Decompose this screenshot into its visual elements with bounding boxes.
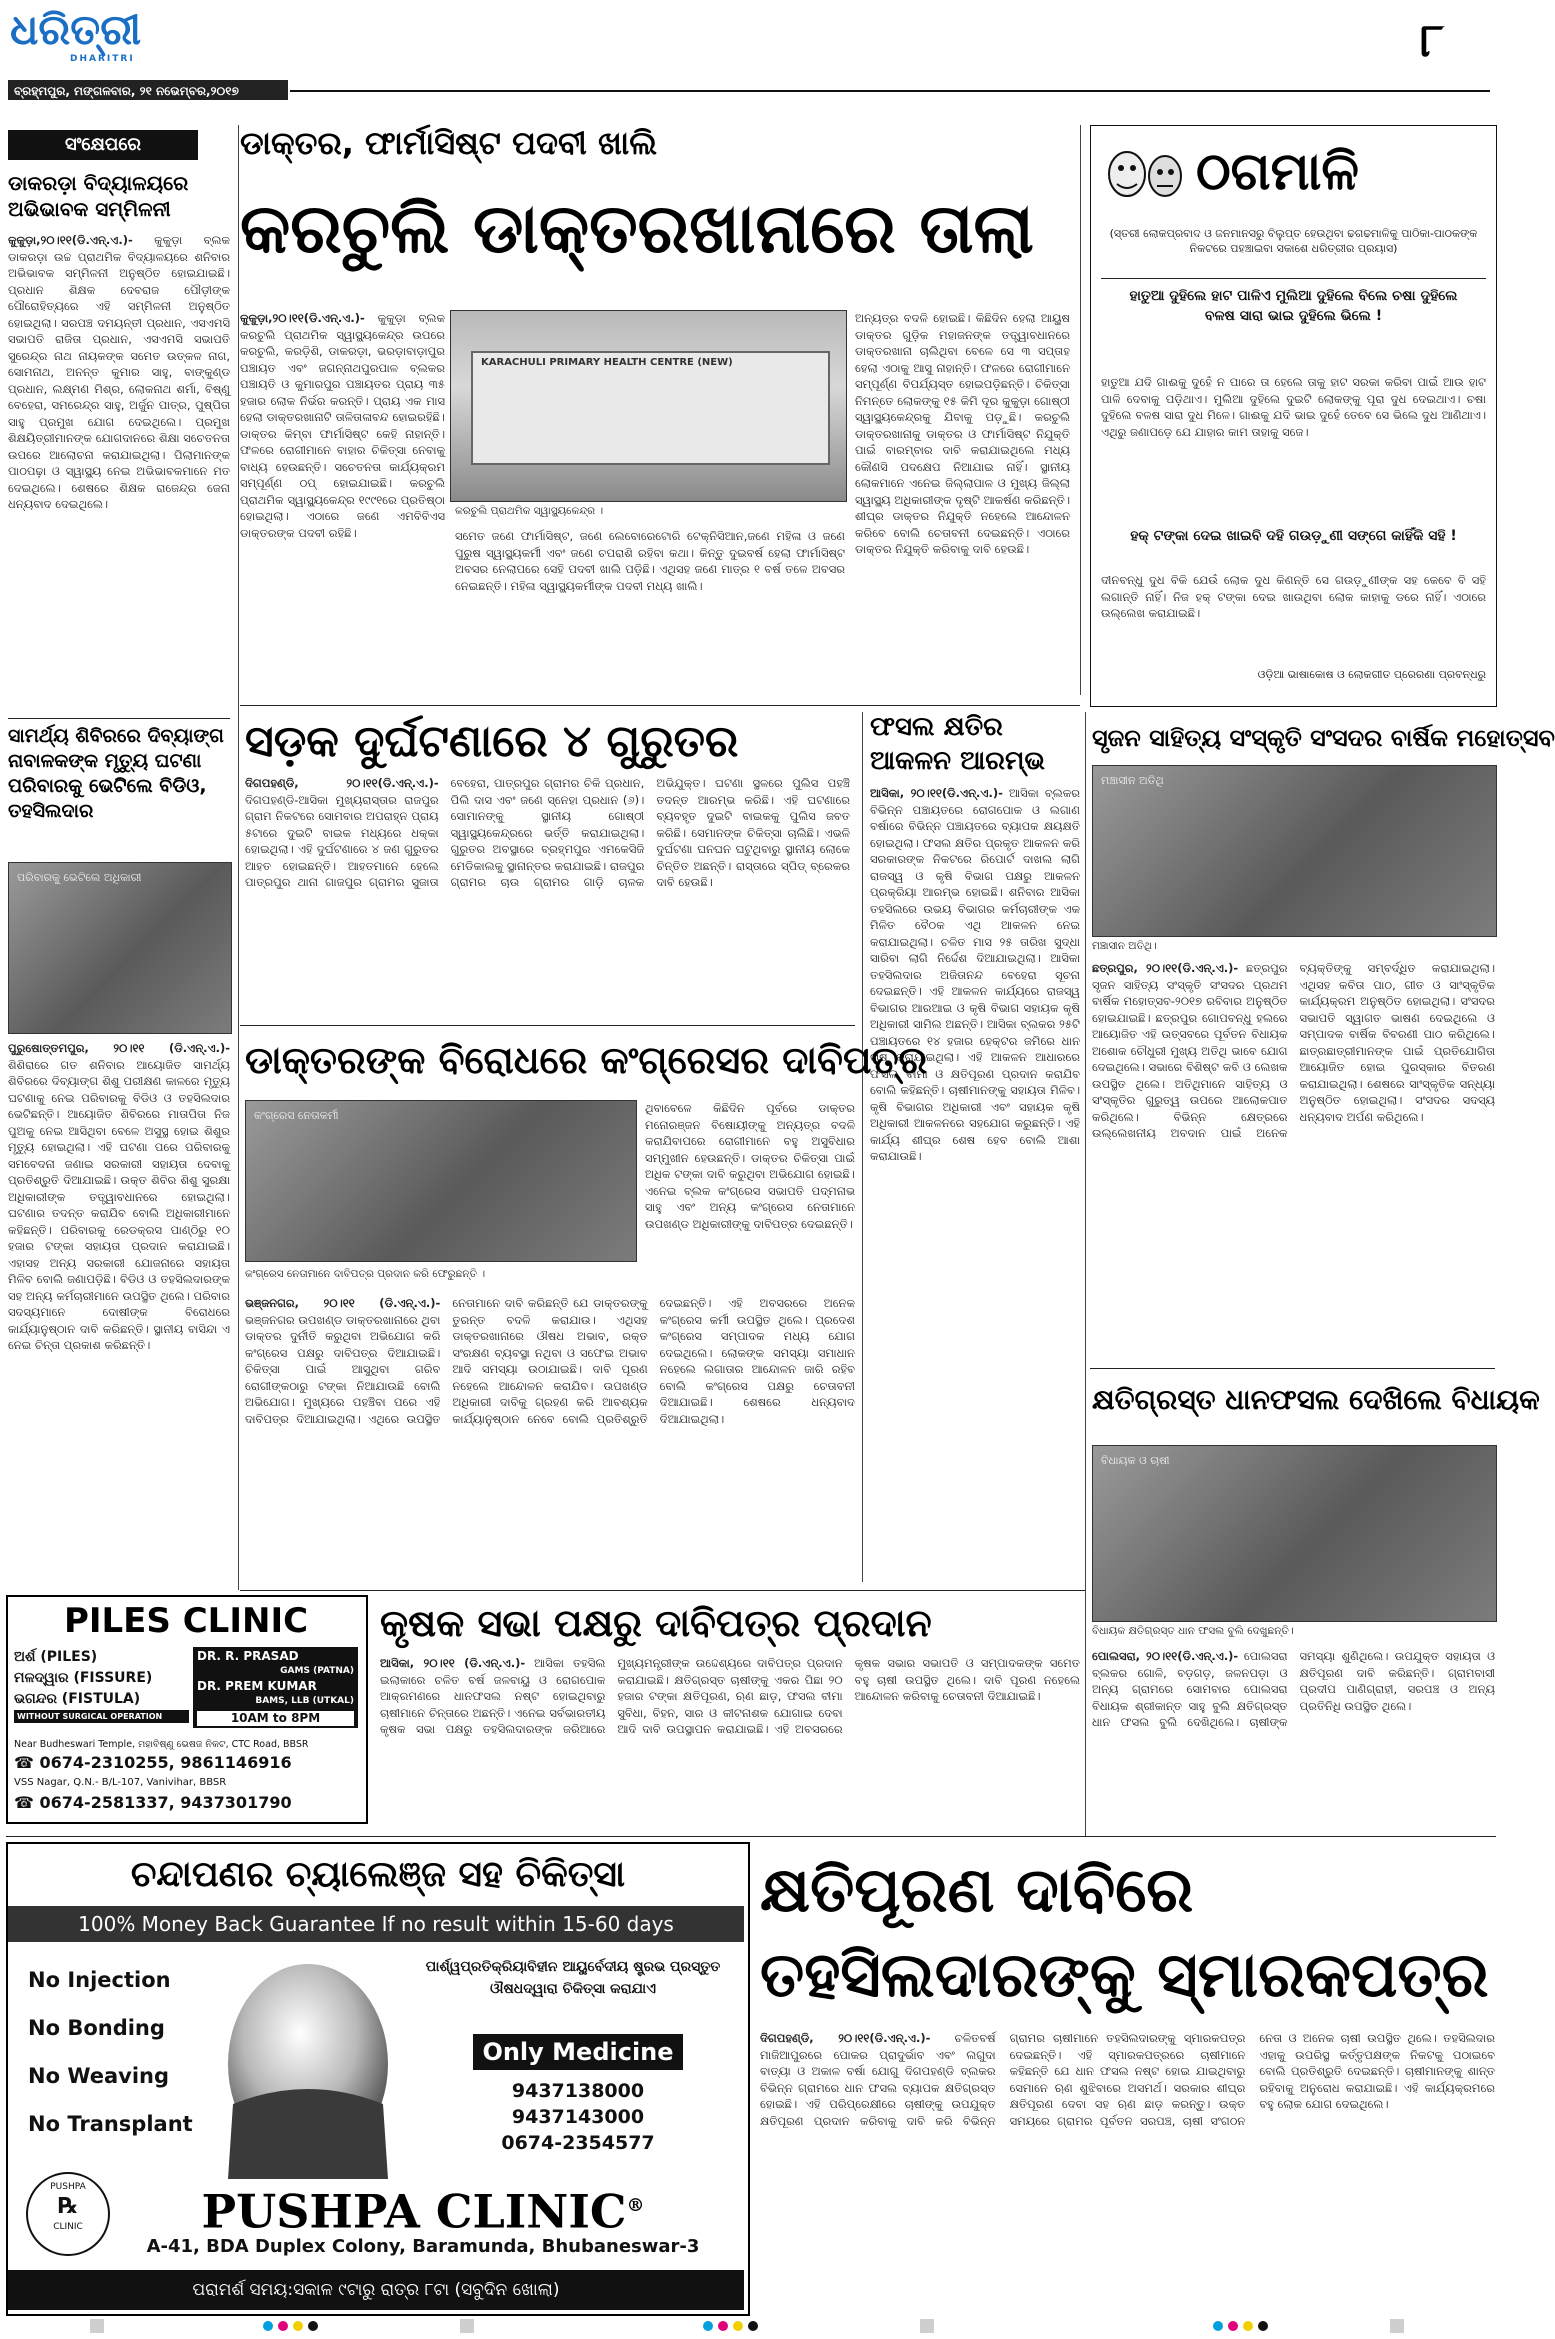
magenta-dot-2 — [718, 2321, 728, 2331]
crop-headline: ଫସଲ କ୍ଷତିର ଆକଳନ ଆରମ୍ଭ — [870, 712, 1045, 776]
black-dot-1 — [308, 2321, 318, 2331]
mla-text: ପୋଲସରା ବ୍ଲକର ଗୋଳି, ବଡ଼ଗଡ଼, ଜଳନପଡ଼ା ଓ ଅନ୍ୟ ଗ୍ରାମରେ ସୋମବାର ପୋଲସରା ବିଧାୟକ ଶ୍ରୀକାନ୍ତ ସାହୁ ବୁଲି କ୍ଷତିଗ୍ରସ୍ତ ଧାନ ଫସଲ ବୁଲି ଦେଖିଥିଲେ। ଚାଷୀଙ୍କ ସମସ୍ୟା ଶୁଣିଥିଲେ। ଉପଯୁକ୍ତ ସହାୟତା ଓ କ୍ଷତିପୂରଣ ଦାବି କରିଛନ୍ତି। ଗ୍ରାମବାସୀ ପ୍ରଦୀପ ପାଣିଗ୍ରାହୀ, ସରପଞ୍ଚ ଓ ଅନ୍ୟ ପ୍ରତିନିଧି ଉପସ୍ଥିତ ଥିଲେ। — [1092, 1649, 1495, 1729]
krushak-dateline: ଆସିକା, ୨୦।୧୧ (ଡି.ଏନ୍.ଏ.)- — [380, 1656, 526, 1670]
srujan-text: ଛତ୍ରପୁର ସୃଜନ ସାହିତ୍ୟ ସଂସ୍କୃତି ସଂସଦର ପ୍ରଥମ ବାର୍ଷିକ ମହୋତ୍ସବ-୨୦୧୭ ରବିବାର ଅନୁଷ୍ଠିତ ହୋଇଯାଇଛି। ଛତ୍ରପୁର ଗୋପବନ୍ଧୁ ହଲରେ ଆୟୋଜିତ ଏହି ଉତ୍ସବରେ ପୂର୍ବତନ ବିଧାୟକ ଅଶୋକ ଚୌଧୁରୀ ମୁଖ୍ୟ ଅତିଥି ଭାବେ ଯୋଗ ଦେଇଥିଲେ। ସଭାରେ ବିଶିଷ୍ଟ କବି ଓ ଲେଖକ ଉପସ୍ଥିତ ଥିଲେ। ଅତିଥିମାନେ ସାହିତ୍ୟ ଓ ସଂସ୍କୃତିର ଗୁରୁତ୍ୱ ଉପରେ ଆଲୋକପାତ କରିଥିଲେ। ବିଭିନ୍ନ କ୍ଷେତ୍ରରେ ଉଲ୍ଲେଖନୀୟ ଅବଦାନ ପାଇଁ ଅନେକ ବ୍ୟକ୍ତିଙ୍କୁ ସମ୍ବର୍ଦ୍ଧିତ କରାଯାଇଥିଲା। ଏଥିସହ କବିତା ପାଠ, ଗୀତ ଓ ସାଂସ୍କୃତିକ କାର୍ଯ୍ୟକ୍ରମ ଅନୁଷ୍ଠିତ ହୋଇଥିଲା। ସଂସଦର ସଭାପତି ସ୍ୱାଗତ ଭାଷଣ ଦେଇଥିଲେ ଓ ସମ୍ପାଦକ ବାର୍ଷିକ ବିବରଣୀ ପାଠ କରିଥିଲେ। ଛାତ୍ରଛାତ୍ରୀମାନଙ୍କ ପାଇଁ ପ୍ରତିଯୋଗିତା ଆୟୋଜିତ ହୋଇ ପୁରସ୍କାର ବିତରଣ କରାଯାଇଥିଲା। ଶେଷରେ ସାଂସ୍କୃତିକ ସନ୍ଧ୍ୟା ଅନୁଷ୍ଠିତ ହୋଇଥିଲା। ସଂସଦର ସଦସ୍ୟ ଧନ୍ୟବାଦ ଅର୍ପଣ କରିଥିଲେ। — [1092, 961, 1495, 1140]
crop-body — [870, 785, 1080, 1585]
piles-phone-2 — [14, 1793, 358, 1812]
accident-dateline: ଦିଗପହଣ୍ଡି, ୨୦।୧୧(ଡି.ଏନ୍.ଏ.)- — [245, 776, 439, 790]
accident-text: ଦିଗପହଣ୍ଡି-ଆସିକା ମୁଖ୍ୟରାସ୍ତାର ରାଜପୁର ଗ୍ରାମ ନିକଟରେ ସୋମବାର ଅପରାହ୍ନ ପ୍ରାୟ ୫ଟାରେ ଦୁଇଟି ବାଇକ ମଧ୍ୟରେ ଧକ୍କା ହୋଇଥିଲା। ଏହି ଦୁର୍ଘଟଣାରେ ୪ ଜଣ ଗୁରୁତର ଆହତ ହୋଇଛନ୍ତି। ଆହତମାନେ ହେଲେ ପାତ୍ରପୁର ଥାନା ଗାଜପୁର ଗ୍ରାମର ସୁଜାତା ବେହେରା, ପାତ୍ରପୁର ଗ୍ରାମର ଚିକି ପ୍ରଧାନ, ପିଲି ଦାସ ଏବଂ ଜଣେ ସ୍ନେହା ପ୍ରଧାନ (୬)। ସୋମାନଙ୍କୁ ସ୍ଥାନୀୟ ଗୋଷ୍ଠୀ ସ୍ୱାସ୍ଥ୍ୟକେନ୍ଦ୍ରରେ ଭର୍ତ୍ତି କରାଯାଇଥିଲା। ଗୁରୁତର ଅବସ୍ଥାରେ ବ୍ରହ୍ମପୁର ଏମକେସିଜି ମେଡିକାଲକୁ ସ୍ଥାନାନ୍ତର କରାଯାଇଛି। ରାଜପୁର ଗ୍ରାମର ଚାଉ ଗ୍ରାମର ଗାଡ଼ି ଚାଳକ ଅଭିଯୁକ୍ତ। ଘଟଣା ସ୍ଥଳରେ ପୁଲିସ ପହଞ୍ଚି ତଦନ୍ତ ଆରମ୍ଭ କରିଛି। ଏହି ଘଟଣାରେ ବ୍ୟବହୃତ ଦୁଇଟି ବାଇକକୁ ପୁଲିସ ଜବତ କରିଛି। ସେମାନଙ୍କ ଚିକିତ୍ସା ଚାଲିଛି। ଏଭଳି ଦୁର୍ଘଟଣା ଘନଘନ ଘଟୁଥିବାରୁ ସ୍ଥାନୀୟ ଲୋକେ ଚିନ୍ତିତ ଅଛନ୍ତି। ରାସ୍ତାରେ ସ୍ପିଡ୍ ବ୍ରେକର ଦାବି ହେଉଛି। — [245, 776, 850, 889]
mla-dateline: ପୋଲସରା, ୨୦।୧୧(ଡି.ଏନ୍.ଏ.)- — [1092, 1649, 1239, 1663]
piles-cond-3: ଭଗନ୍ଦର (FISTULA) — [14, 1691, 141, 1707]
piles-dr1-deg: GAMS (PATNA) — [280, 1666, 354, 1676]
gray-bar-2 — [460, 2319, 474, 2333]
krushak-body — [380, 1655, 1080, 1820]
mla-headline: କ୍ଷତିଗ୍ରସ୍ତ ଧାନଫସଲ ଦେଖିଲେ ବିଧାୟକ — [1092, 1383, 1540, 1416]
piles-dr2: DR. PREM KUMAR — [197, 1679, 317, 1693]
lead-photo-sign: KARACHULI PRIMARY HEALTH CENTRE (NEW) — [481, 357, 733, 368]
ad-piles-clinic — [6, 1595, 368, 1824]
piles-cond-2: ମଳଦ୍ୱାର (FISSURE) — [14, 1670, 153, 1686]
black-dot-2 — [748, 2321, 758, 2331]
brief1-title: ଡାକରଡ଼ା ବିଦ୍ୟାଳୟରେ ଅଭିଭାବକ ସମ୍ମିଳନୀ — [8, 171, 189, 221]
page-number: ୮ — [1420, 13, 1445, 67]
pushpa-seal-icon — [26, 2172, 110, 2256]
black-dot-3 — [1258, 2321, 1268, 2331]
accident-body — [245, 775, 850, 1020]
tahasildar-text: ଚଳିତବର୍ଷ ମାଜିଆପୁରରେ ପୋକର ପ୍ରାଦୁର୍ଭାବ ଏବଂ ଲଗୁଦା ବାତ୍ୟା ଓ ଅକାଳ ବର୍ଷା ଯୋଗୁ ଦିଗପହଣ୍ଡି ବ୍ଲକର ବିଭିନ୍ନ ଗ୍ରାମରେ ଧାନ ଫସଲ ବ୍ୟାପକ କ୍ଷତିଗ୍ରସ୍ତ ହୋଇଛି। ଏହି ପରିପ୍ରେକ୍ଷୀରେ ଚାଷୀଙ୍କୁ ଉପଯୁକ୍ତ କ୍ଷତିପୂରଣ ପ୍ରଦାନ କରିବାକୁ ଦାବି କରି ବିଭିନ୍ନ ଗ୍ରାମର ଚାଷୀମାନେ ତହସିଲଦାରଙ୍କୁ ସ୍ମାରକପତ୍ର ଦେଇଛନ୍ତି। ଏହି ସ୍ମାରକପତ୍ରରେ ଚାଷୀମାନେ କହିଛନ୍ତି ଯେ ଧାନ ଫସଲ ନଷ୍ଟ ହୋଇ ଯାଇଥିବାରୁ ସେମାନେ ଋଣ ଶୁଝିବାରେ ଅସମର୍ଥ। ସରକାର ଶୀଘ୍ର କ୍ଷତିପୂରଣ ଦେବା ସହ ଋଣ ଛାଡ଼ କରନ୍ତୁ। ଉକ୍ତ ସମୟରେ ଗ୍ରାମର ପୂର୍ବତନ ସରପଞ୍ଚ, ଚାଷୀ ସଂଗଠନ ନେତା ଓ ଅନେକ ଚାଷୀ ଉପସ୍ଥିତ ଥିଲେ। ତହସିଲଦାର ଏହାକୁ ଉପରିସ୍ଥ କର୍ତ୍ତୃପକ୍ଷଙ୍କ ନିକଟକୁ ପଠାଇବେ ବୋଲି ପ୍ରତିଶ୍ରୁତି ଦେଇଛନ୍ତି। ଚାଷୀମାନଙ୍କୁ ଶାନ୍ତ ରହିବାକୁ ଅନୁରୋଧ କରାଯାଇଛି। ଏହି କାର୍ଯ୍ୟକ୍ରମରେ ବହୁ ଲୋକ ଯୋଗ ଦେଇଥିଲେ। — [760, 2031, 1495, 2128]
lead-right-divider — [1080, 125, 1081, 695]
logo-odia: ଧରିତ୍ରୀ — [10, 5, 142, 54]
print-marks — [0, 2315, 1500, 2335]
pushpa-no-bonding: No Bonding — [28, 2016, 165, 2040]
lead-headline: କରଚୁଲି ଡାକ୍ତରଖାନାରେ ତାଲା — [240, 190, 1034, 269]
thagamali-couplet1: ହାତୁଆ ଦୁହିଲେ ହାଟ ପାଳିଏ ମୁଲିଆ ଦୁହିଲେ ବିଲେ ଚଷା ଦୁହିଲେ ବଳଷ ସାରା ଭାଇ ଦୁହିଲେ ଭିଲେ ! — [1129, 288, 1458, 324]
middle-bottom-rule — [6, 1836, 1496, 1837]
pushpa-clinic-name-text: PUSHPA CLINIC — [201, 2184, 627, 2239]
crop-dateline: ଆସିକା, ୨୦।୧୧(ଡି.ଏନ୍.ଏ.)- — [870, 786, 1003, 800]
thagamali-subtitle: (ସ୍ତରୀ ଲୋକପ୍ରବାଦ ଓ ଜନମାନସରୁ ବିଲୁପ୍ତ ହେଉଥିବା ଢଗଢମାଳିକୁ ପାଠିକା-ପାଠକଙ୍କ ନିକଟରେ ପହଞ୍ଚାଇବା ସକାଶେ ଧରିତ୍ରୀର ପ୍ରୟାସ) — [1109, 227, 1478, 255]
congress-body — [245, 1295, 855, 1585]
piles-address-2: VSS Nagar, Q.N.- B/L-107, Vanivihar, BBSR — [14, 1777, 227, 1788]
gray-bar-4 — [1390, 2319, 1404, 2333]
thagamali-rule — [1101, 278, 1486, 279]
pushpa-phone-2: 9437143000 — [511, 2106, 645, 2128]
brief2-photo-label: ପରିବାରକୁ ଭେଟିଲେ ଅଧିକାରୀ — [17, 871, 142, 884]
srujan-headline: ସୃଜନ ସାହିତ୍ୟ ସଂସ୍କୃତି ସଂସଦର ବାର୍ଷିକ ମହୋତ୍ସବ — [1092, 724, 1555, 752]
brief2-dateline: ପୁରୁଷୋତ୍ତମପୁର, ୨୦।୧୧ (ଡି.ଏନ୍.ଏ.)- — [8, 1041, 230, 1055]
tahasildar-headline-2: ତହସିଲଦାରଙ୍କୁ ସ୍ମାରକପତ୍ର — [760, 1938, 1489, 2011]
congress-headline: ଡାକ୍ତରଙ୍କ ବିରୋଧରେ କଂଗ୍ରେସର ଦାବିପତ୍ର — [245, 1038, 928, 1082]
srujan-photo-label: ମଞ୍ଚାସୀନ ଅତିଥି — [1101, 774, 1164, 787]
piles-time: 10AM to 8PM — [197, 1711, 354, 1726]
lead-photo-caption: କରଚୁଲି ପ୍ରାଥମିକ ସ୍ୱାସ୍ଥ୍ୟକେନ୍ଦ୍ର । — [455, 505, 604, 517]
pushpa-address: A-41, BDA Duplex Colony, Baramunda, Bhubaneswar-3 — [146, 2236, 700, 2257]
mla-body — [1092, 1648, 1495, 1833]
piles-phone-2-text: 0674-2581337, 9437301790 — [39, 1793, 292, 1812]
registered-icon: ® — [626, 2195, 645, 2216]
thagamali-body2: ଦୀନବନ୍ଧୁ ଦୁଧ ବିକି ଯେଉଁ ଲୋକ ଦୁଧ କିଣନ୍ତି ସେ ଗଉଡ଼ୁଣୀଙ୍କ ସହ କେବେ ବି ସହି ଲଗାନ୍ତି ନାହିଁ। ନିଜ ହକ୍ ଟଙ୍କା ଦେଇ ଖାଉଥିବା ଲୋକ କାହାକୁ ଡରେ ନାହିଁ। ଏଠାରେ ଉଲ୍ଲେଖ କରାଯାଇଛି। — [1101, 573, 1486, 620]
congress-body-top: ଥିବାବେଳେ କିଛିଦିନ ପୂର୍ବରେ ଡାକ୍ତର ମନୋରଞ୍ଜନ ବିଷୋୟୀଙ୍କୁ ଅନ୍ୟତ୍ର ବଦଳି କରାଯିବାପରେ ରୋଗୀମାନେ ବହୁ ଅସୁବିଧାର ସମ୍ମୁଖୀନ ହେଉଛନ୍ତି। ଡାକ୍ତର ଚିକିତ୍ସା ପାଇଁ ଅଧିକ ଟଙ୍କା ଦାବି କରୁଥିବା ଅଭିଯୋଗ ହୋଇଛି। ଏନେଇ ବ୍ଲକ କଂଗ୍ରେସ ସଭାପତି ପଦ୍ମନାଭ ସାହୁ ଏବଂ ଅନ୍ୟ କଂଗ୍ରେସ ନେତାମାନେ ଉପଖଣ୍ଡ ଅଧିକାରୀଙ୍କୁ ଦାବିପତ୍ର ଦେଇଛନ୍ତି। — [645, 1101, 855, 1231]
pushpa-no-transplant: No Transplant — [28, 2112, 193, 2136]
piles-phone-1-text: 0674-2310255, 9861146916 — [39, 1753, 292, 1772]
thagamali-cartoon-icon — [1099, 134, 1189, 209]
brief2-title: ସାମର୍ଥ୍ୟ ଶିବିରରେ ଦିବ୍ୟାଙ୍ଗ ନାବାଳକଙ୍କ ମୃତ୍ୟୁ ଘଟଣା ପରିବାରକୁ ଭେଟିଲେ ବିଡିଓ, ତହସିଲଦାର — [8, 725, 224, 822]
masthead-rule — [290, 90, 1490, 92]
pushpa-bald-head-icon — [213, 1954, 403, 2179]
piles-conditions — [14, 1647, 189, 1723]
pushpa-clinic-name — [118, 2179, 728, 2238]
phone-icon: ☎ — [14, 1753, 34, 1772]
lead-kicker: ଡାକ୍ତର, ଫାର୍ମାସିଷ୍ଟ ପଦବୀ ଖାଲି — [240, 124, 658, 162]
srujan-photo — [1092, 765, 1497, 937]
brief2-body — [8, 1040, 230, 1585]
pushpa-banner: ଚନ୍ଦାପଣର ଚ୍ୟାଲେଞ୍ଜ ସହ ଚିକିତ୍ସା — [130, 1854, 626, 1895]
pushpa-seal-top: PUSHPA — [50, 2182, 86, 2192]
brief-section-label-text: ସଂକ୍ଷେପରେ — [64, 134, 142, 155]
mla-photo — [1092, 1445, 1497, 1622]
lead-col1 — [240, 310, 445, 700]
pushpa-phone-3: 0674-2354577 — [501, 2132, 655, 2154]
pushpa-phone-1: 9437138000 — [511, 2080, 645, 2102]
pushpa-seal-bottom: CLINIC — [53, 2222, 83, 2232]
tahasildar-dateline: ଦିଗପହଣ୍ଡି, ୨୦।୧୧(ଡି.ଏନ୍.ଏ.)- — [760, 2031, 931, 2045]
thagamali-body1: ହାତୁଆ ଯଦି ଗାଈକୁ ଦୁହେଁ ନ ପାରେ ତା ହେଲେ ତାକୁ ହାଟ ସରକା କରିବା ପାଇଁ ଆଉ ହାଟ ପାଳି ଦେବାକୁ ପଡ଼ିଥାଏ। ମୁଲିଆ ଦୁହିଲେ ଦୁଇଟି ଲୋକଙ୍କୁ ପୂରା ଦୁଧ ଦେଇଥାଏ। ଚଷା ଦୁହିଲେ ବଳଷ ସାରା ଦୁଧ ମିଳେ। ଗାଈକୁ ଯଦି ଭାଇ ଦୁହେଁ ତେବେ ସେ ଭିଲେ ଦୁଧ ଆଣିଥାଏ। ଏଥିରୁ ଜଣାପଡ଼େ ଯେ ଯାହାର କାମ ତାହାକୁ ସଜେ। — [1101, 375, 1486, 439]
brief1-dateline: କୁକୁଡ଼ା,୨୦।୧୧(ଡି.ଏନ୍.ଏ.)- — [8, 233, 133, 247]
srujan-bottom-rule — [1090, 1368, 1495, 1369]
mla-photo-label: ବିଧାୟକ ଓ ଚାଷୀ — [1101, 1454, 1170, 1467]
brief1-body — [8, 232, 230, 710]
pushpa-guarantee: 100% Money Back Guarantee If no result within 15-60 days — [8, 1906, 744, 1942]
lead-col3: ଅନ୍ୟତ୍ର ବଦଳି ହୋଇଛି। କିଛିଦିନ ହେଲା ଆୟୁଷ ଡାକ୍ତର ଗୁଡ଼ିକ ମହାଜନଙ୍କ ତତ୍ତ୍ୱାବଧାନରେ ଡାକ୍ତରଖାନା ଚାଲିଥିବା ବେଳେ ସେ ୩ ସପ୍ତାହ ହେଲା ଏଠାକୁ ଆସୁ ନାହାନ୍ତି। ଫଳରେ ରୋଗୀମାନେ ସମ୍ପୂର୍ଣ୍ଣ ବିପର୍ଯ୍ୟସ୍ତ ହୋଇପଡ଼ିଛନ୍ତି। ଚିକିତ୍ସା ନିମନ୍ତେ ଲୋକଙ୍କୁ ୧୫ କିମି ଦୂର କୁକୁଡ଼ା ଗୋଷ୍ଠୀ ସ୍ୱାସ୍ଥ୍ୟକେନ୍ଦ୍ରକୁ ଯିବାକୁ ପଡ଼ୁଛି। କରଚୁଲି ଡାକ୍ତରଖାନାକୁ ଡାକ୍ତର ଓ ଫାର୍ମାସିଷ୍ଟ ନିଯୁକ୍ତି ପାଇଁ ବାରମ୍ବାର ଦାବି କରାଯାଇଥିଲେ ମଧ୍ୟ କୌଣସି ପଦକ୍ଷେପ ନିଆଯାଇ ନାହିଁ। ସ୍ଥାନୀୟ ଲୋକମାନେ ଏନେଇ ଜିଲ୍ଲାପାଳ ଓ ମୁଖ୍ୟ ଜିଲ୍ଲା ସ୍ୱାସ୍ଥ୍ୟ ଅଧିକାରୀଙ୍କ ଦୃଷ୍ଟି ଆକର୍ଷଣ କରିଛନ୍ତି। ଶୀଘ୍ର ଡାକ୍ତର ନିଯୁକ୍ତି ନହେଲେ ଆନ୍ଦୋଳନ କରିବେ ବୋଲି ଚେତାବନୀ ଦେଇଛନ୍ତି। ଏଠାରେ ଡାକ୍ତର ନିଯୁକ୍ତି କରିବାକୁ ଦାବି ହେଉଛି। — [855, 311, 1070, 556]
lead-col1-text: କୁକୁଡ଼ା ବ୍ଲକ କରଚୁଲି ପ୍ରାଥମିକ ସ୍ୱାସ୍ଥ୍ୟକେନ୍ଦ୍ର ଉପରେ କରଚୁଲି, କରଡ଼ିଶି, ଡାକରଡ଼ା, ଭରଡ଼ାବାଡ଼ାପୁର ପଞ୍ଚାୟତ ଏବଂ ଜଗନ୍ନାଥପୁରପାଳ ବ୍ଲକର ପଞ୍ଚାୟତି ଓ କୁମାରପୁର ପଞ୍ଚାୟତର ପ୍ରାୟ ୩୫ ହଜାର ଲୋକ ନିର୍ଭର କରନ୍ତି। ପ୍ରାୟ ଏକ ମାସ ହେଲା ଡାକ୍ତରଖାନାଟି ତାଳିତାଳାବନ୍ଦ ହୋଇରହିଛି। ଡାକ୍ତର କିମ୍ବା ଫାର୍ମାସିଷ୍ଟ କେହି ନାହାନ୍ତି। ଫଳରେ ରୋଗୀମାନେ ବାହାର ଚିକିତ୍ସା ନେବାକୁ ବାଧ୍ୟ ହେଉଛନ୍ତି। ସଚେତନତା କାର୍ଯ୍ୟକ୍ରମ ସମ୍ପୂର୍ଣ୍ଣ ଠପ୍ ହୋଇଯାଇଛି। କରଚୁଲି ପ୍ରାଥମିକ ସ୍ୱାସ୍ଥ୍ୟକେନ୍ଦ୍ର ୧୯୯୧ରେ ପ୍ରତିଷ୍ଠା ହୋଇଥିଲା। ଏଠାରେ ଜଣେ ଏମବିବିଏସ ଡାକ୍ତରଙ୍କ ପଦବୀ ରହିଛି। — [240, 311, 445, 540]
pushpa-seal-rx: ℞ — [58, 2194, 78, 2219]
piles-phone-1 — [14, 1753, 358, 1772]
piles-dr2-deg: BAMS, LLB (UTKAL) — [255, 1696, 354, 1706]
congress-photo-label: କଂଗ୍ରେସ ନେତାକର୍ମୀ — [254, 1109, 339, 1122]
dateline-bar — [8, 80, 288, 100]
lead-dateline: କୁକୁଡ଼ା,୨୦।୧୧(ଡି.ଏନ୍.ଏ.)- — [240, 311, 365, 325]
right-column-divider — [1085, 712, 1086, 1837]
yellow-dot-3 — [1243, 2321, 1253, 2331]
piles-cond-1: ଅର୍ଶ (PILES) — [14, 1649, 98, 1665]
piles-note: WITHOUT SURGICAL OPERATION — [14, 1710, 189, 1723]
lead-photo — [450, 310, 847, 502]
masthead-dateline: ବ୍ରହ୍ମପୁର, ମଙ୍ଗଳବାର, ୨୧ ନଭେମ୍ବର,୨୦୧୭ — [14, 84, 239, 98]
accident-bottom-rule — [240, 1025, 855, 1026]
logo — [10, 4, 210, 70]
lead-col2: ସମେତ ଜଣେ ଫାର୍ମାସିଷ୍ଟ, ଜଣେ ଲେବୋରେଟୋରି ଟେକ୍ନିସିଆନ,ଜଣେ ମହିଳା ଓ ଜଣେ ପୁରୁଷ ସ୍ୱାସ୍ଥ୍ୟକର୍ମୀ ଏବଂ ଜଣେ ଚପରାଶି ରହିବା କଥା। କିନ୍ତୁ ଦୁଇବର୍ଷ ହେଲା ଫାର୍ମାସିଷ୍ଟ ଅବସର ନେଲାପରେ ସେହି ପଦବୀ ଖାଲି ପଡ଼ିଛି। ଏଥିସହ ଜଣେ ମାତ୍ର ୧ ବର୍ଷ ତଳେ ଅବସର ନେଇଛନ୍ତି। ମହିଳା ସ୍ୱାସ୍ଥ୍ୟକର୍ମୀଙ୍କ ପଦବୀ ମଧ୍ୟ ଖାଲି। — [455, 529, 845, 593]
krushak-headline: କୃଷକ ସଭା ପକ୍ଷରୁ ଦାବିପତ୍ର ପ୍ରଦାନ — [380, 1601, 932, 1645]
sidebar-divider — [238, 125, 239, 1590]
thagamali-title: ଠଗମାଳି — [1196, 142, 1359, 202]
brief1-text: କୁକୁଡ଼ା ବ୍ଲକ ଡାକରଡ଼ା ଉଚ୍ଚ ପ୍ରାଥମିକ ବିଦ୍ୟାଳୟରେ ଶନିବାର ଅଭିଭାବକ ସମ୍ମିଳନୀ ଅନୁଷ୍ଠିତ ହୋଇଯାଇଛି। ପ୍ରଧାନ ଶିକ୍ଷକ ଦେବରାଜ ପୌଡ଼ୀଙ୍କ ପୌରୋହିତ୍ୟରେ ଏହି ସମ୍ମିଳନୀ ଅନୁଷ୍ଠିତ ହୋଇଥିଲା। ସରପଞ୍ଚ ଦମୟନ୍ତୀ ପ୍ରଧାନ, ଏସଏମସି ସଭାପତି ରାଜିତା ପ୍ରଧାନ, ଏସଏମସି ସଭାପତି ସୁରେନ୍ଦ୍ର ନାଥ ନାୟକଙ୍କ ସମେତ ଉତ୍କଳ ନାଗ, ସୋମନାଥ, ଅନନ୍ତ କୁମାର ସାହୁ, ବାଙ୍କୁଣ୍ଡ ପ୍ରଧାନ, ଲକ୍ଷ୍ମଣ ମିଶ୍ର, ଲୋକନାଥ ଶର୍ମା, ବିଷ୍ଣୁ ବେହେରା, ସମରେନ୍ଦ୍ର ସାହୁ, ଅର୍ଜୁନ ପାତ୍ର, ପୁଷ୍ପିତା ସାହୁ ପ୍ରମୁଖ ଯୋଗ ଦେଇଥିଲେ। ପ୍ରମୁଖ ଶିକ୍ଷୟିତ୍ରୀମାନଙ୍କ ଯୋଗଦାନରେ ଶିକ୍ଷା ସଚେତନତା ଉପରେ ଆଲୋଚନା କରାଯାଇଥିଲା। ପିଲାମାନଙ୍କ ପାଠପଢ଼ା ଓ ସ୍ୱାସ୍ଥ୍ୟ ନେଇ ଅଭିଭାବକମାନେ ମତ ଦେଇଥିଲେ। ଶେଷରେ ଶିକ୍ଷକ ରାଜେନ୍ଦ୍ର ଜେନା ଧନ୍ୟବାଦ ଦେଇଥିଲେ। — [8, 233, 230, 511]
phone-icon: ☎ — [14, 1793, 34, 1812]
cyan-dot-2 — [703, 2321, 713, 2331]
thagamali-box — [1090, 125, 1497, 707]
pushpa-no-weaving: No Weaving — [28, 2064, 170, 2088]
krushak-text: ଆସିକା ତହସିଲ ଇଲାକାରେ ଚଳିତ ବର୍ଷ ଜଳବାୟୁ ଓ ରୋଗପୋକ ଆକ୍ରମଣରେ ଧାନଫସଲ ନଷ୍ଟ ହୋଇଥିବାରୁ ଚାଷୀମାନେ ଚିନ୍ତାରେ ଅଛନ୍ତି। ଏନେଇ ସର୍ବଭାରତୀୟ କୃଷକ ସଭା ପକ୍ଷରୁ ତହସିଲଦାରଙ୍କ ଜରିଆରେ ମୁଖ୍ୟମନ୍ତ୍ରୀଙ୍କ ଉଦ୍ଦେଶ୍ୟରେ ଦାବିପତ୍ର ପ୍ରଦାନ କରାଯାଇଛି। କ୍ଷତିଗ୍ରସ୍ତ ଚାଷୀଙ୍କୁ ଏକର ପିଛା ୨୦ ହଜାର ଟଙ୍କା କ୍ଷତିପୂରଣ, ଋଣ ଛାଡ଼, ଫସଲ ବୀମା ସୁବିଧା, ବିହନ, ସାର ଓ କୀଟନାଶକ ଯୋଗାଇ ଦେବା ଆଦି ଦାବି ଉପସ୍ଥାପନ କରାଯାଇଛି। ଏହି ଅବସରରେ କୃଷକ ସଭାର ସଭାପତି ଓ ସମ୍ପାଦକଙ୍କ ସମେତ ବହୁ ଚାଷୀ ଉପସ୍ଥିତ ଥିଲେ। ଦାବି ପୂରଣ ନହେଲେ ଆନ୍ଦୋଳନ କରିବାକୁ ଚେତାବନୀ ଦିଆଯାଇଛି। — [380, 1656, 1080, 1736]
mla-photo-caption: ବିଧାୟକ କ୍ଷତିଗ୍ରସ୍ତ ଧାନ ଫସଲ ବୁଲି ଦେଖୁଛନ୍ତି। — [1092, 1625, 1294, 1637]
yellow-dot-2 — [733, 2321, 743, 2331]
gray-bar-1 — [90, 2319, 104, 2333]
pushpa-only-medicine: Only Medicine — [473, 2034, 683, 2070]
thagamali-couplet2: ହକ୍ ଟଙ୍କା ଦେଇ ଖାଇବି ଦହି ଗଉଡ଼ୁଣୀ ସଙ୍ଗେ କାହିଁକି ସହି ! — [1130, 528, 1457, 544]
gray-bar-3 — [920, 2319, 934, 2333]
accident-headline: ସଡ଼କ ଦୁର୍ଘଟଣାରେ ୪ ଗୁରୁତର — [245, 716, 739, 767]
piles-address-1: Near Budheswari Temple, ମହାବିଷ୍ଣୁ ଭେଷଜ ନିକଟ, CTC Road, BBSR — [14, 1739, 309, 1750]
cyan-dot-1 — [263, 2321, 273, 2331]
logo-latin: DHARITRI — [70, 54, 135, 64]
pushpa-side-odia: ପାର୍ଶ୍ୱପ୍ରତିକ୍ରିୟାବିହୀନ ଆୟୁର୍ବେଦୀୟ ଷ୍ଟ୍ରଭ ପ୍ରସ୍ତୁତ ଔଷଧଦ୍ୱାରା ଚିକିତ୍ସା କରାଯାଏ — [425, 1959, 721, 1997]
brief2-photo — [8, 862, 232, 1034]
congress-photo-caption: କଂଗ୍ରେସ ନେତାମାନେ ଦାବିପତ୍ର ପ୍ରଦାନ କରି ଫେରୁଛନ୍ତି । — [245, 1268, 486, 1280]
brief2-text: ଶିଶିରାରେ ଗତ ଶନିବାର ଆୟୋଜିତ ସାମର୍ଥ୍ୟ ଶିବିରରେ ଦିବ୍ୟାଙ୍ଗ ଶିଶୁ ପରୀକ୍ଷଣ କାଳରେ ମୃତ୍ୟୁ ଘଟଣାକୁ ନେଇ ପରିବାରକୁ ବିଡିଓ ଓ ତହସିଲଦାର ଭେଟିଛନ୍ତି। ଆୟୋଜିତ ଶିବିରରେ ମାତାପିତା ନିଜ ପୁଅକୁ ନେଇ ଆସିଥିବା ବେଳେ ଅସୁସ୍ଥ ହୋଇ ଶିଶୁର ମୃତ୍ୟୁ ହୋଇଥିଲା। ଏହି ଘଟଣା ପରେ ପରିବାରକୁ ସମବେଦନା ଜଣାଇ ସରକାରୀ ସହାୟତା ଦେବାକୁ ପ୍ରତିଶ୍ରୁତି ଦିଆଯାଇଛି। ଉକ୍ତ ଶିବିର ଶିଶୁ ସୁରକ୍ଷା ଅଧିକାରୀଙ୍କ ତତ୍ତ୍ୱାବଧାନରେ ହୋଇଥିଲା। ଘଟଣାର ତଦନ୍ତ କରାଯିବ ବୋଲି ଅଧିକାରୀମାନେ କହିଛନ୍ତି। ପରିବାରକୁ ରେଡକ୍ରସ ପାଣ୍ଠିରୁ ୧୦ ହଜାର ଟଙ୍କା ସହାୟତା ପ୍ରଦାନ କରାଯାଇଛି। ଏହାସହ ଅନ୍ୟ ସରକାରୀ ଯୋଜନାରେ ସହାୟତା ମିଳିବ ବୋଲି ଜଣାପଡ଼ିଛି। ବିଡିଓ ଓ ତହସିଲଦାରଙ୍କ ସହ ଅନ୍ୟ କର୍ମଚାରୀମାନେ ଉପସ୍ଥିତ ଥିଲେ। ପରିବାର ସଦସ୍ୟମାନେ ଦୋଷୀଙ୍କ ବିରୋଧରେ କାର୍ଯ୍ୟାନୁଷ୍ଠାନ ଦାବି କରିଛନ୍ତି। ସ୍ଥାନୀୟ ବାସିନ୍ଦା ଏ ନେଇ ଚିନ୍ତା ପ୍ରକାଶ କରିଛନ୍ତି। — [8, 1057, 230, 1352]
lead-bottom-rule — [240, 705, 1080, 706]
pushpa-no-injection: No Injection — [28, 1968, 171, 1992]
srujan-photo-caption: ମଞ୍ଚାସୀନ ଅତିଥି। — [1092, 940, 1157, 952]
magenta-dot-1 — [278, 2321, 288, 2331]
tahasildar-body — [760, 2030, 1495, 2310]
lead-photo-building — [471, 351, 830, 465]
crop-text: ଆସିକା ବ୍ଲକର ବିଭିନ୍ନ ପଞ୍ଚାୟତରେ ରୋଗପୋକ ଓ ଲଗାଣ ବର୍ଷାରେ ବିଭିନ୍ନ ପଞ୍ଚାୟତରେ ବ୍ୟାପକ କ୍ଷୟକ୍ଷତି ହୋଇଥିଲା। ଫସଲ କ୍ଷତିର ପ୍ରକୃତ ଆକଳନ କରି ସରକାରଙ୍କ ନିକଟରେ ରିପୋର୍ଟ ଦାଖଲ ଲାଗି ରାଜସ୍ୱ ଓ କୃଷି ବିଭାଗ ପକ୍ଷରୁ ଆକଳନ ପ୍ରକ୍ରିୟା ଆରମ୍ଭ ହୋଇଛି। ଶନିବାର ଆସିକା ତହସିଲରେ ଉଭୟ ବିଭାଗର କର୍ମଚାରୀଙ୍କ ଏକ ମିଳିତ ବୈଠକ ଏଥି ଆକଳନ ନେଇ କରାଯାଇଥିଲା। ଚଳିତ ମାସ ୨୫ ତାରିଖ ସୁଦ୍ଧା ସାରିବା ଲାଗି ନିର୍ଦ୍ଦେଶ ଦିଆଯାଇଥିଲା। ଆସିକା ତହସିଲଦାର ଅଜିତାନନ୍ଦ ବେହେରା ସୂଚନା ଦେଇଛନ୍ତି। ଏହି ଆକଳନ କାର୍ଯ୍ୟରେ ରାଜସ୍ୱ ବିଭାଗର ଆରଆଇ ଓ କୃଷି ବିଭାଗ ସହାୟକ କୃଷି ଅଧିକାରୀ ସାମିଲ ଅଛନ୍ତି। ଆସିକା ବ୍ଲକର ୨୫ଟି ପଞ୍ଚାୟତରେ ୧୪ ହଜାର ହେକ୍ଟର ଜମିରେ ଧାନ ଚାଷ କରାଯାଇଥିଲା। ଏହି ଆକଳନ ଆଧାରରେ ଫସଲ ବୀମା ଓ କ୍ଷତିପୂରଣ ପ୍ରଦାନ କରାଯିବ ବୋଲି କହିଛନ୍ତି। ଚାଷୀମାନଙ୍କୁ ସହାୟତା ମିଳିବ। କୃଷି ବିଭାଗର ଅଧିକାରୀ ଏବଂ ସହାୟକ କୃଷି ଅଧିକାରୀ ଆକଳନରେ ସହଯୋଗ କରୁଛନ୍ତି। ଏହି କାର୍ଯ୍ୟ ଶୀଘ୍ର ଶେଷ ହେବ ବୋଲି ଆଶା କରାଯାଉଛି। — [870, 786, 1080, 1163]
srujan-dateline: ଛତ୍ରପୁର, ୨୦।୧୧(ଡି.ଏନ୍.ଏ.)- — [1092, 961, 1239, 975]
piles-title: PILES CLINIC — [63, 1601, 309, 1641]
magenta-dot-3 — [1228, 2321, 1238, 2331]
congress-text: ଭଞ୍ଜନଗର ଉପଖଣ୍ଡ ଡାକ୍ତରଖାନାରେ ଥିବା ଡାକ୍ତର ଦୁର୍ନୀତି କରୁଥିବା ଅଭିଯୋଗ କରି କଂଗ୍ରେସ ପକ୍ଷରୁ ଦାବିପତ୍ର ଦିଆଯାଇଛି। ଚିକିତ୍ସା ପାଇଁ ଆସୁଥିବା ଗରିବ ରୋଗୀଙ୍କଠାରୁ ଟଙ୍କା ନିଆଯାଉଛି ବୋଲି ଅଭିଯୋଗ। ମୁଖ୍ୟରେ ପହଞ୍ଚିବା ପରେ ଏହି ଦାବିପତ୍ର ଦିଆଯାଇଥିଲା। ଏଥିରେ ଉପସ୍ଥିତ ନେତାମାନେ ଦାବି କରିଛନ୍ତି ଯେ ଡାକ୍ତରଙ୍କୁ ତୁରନ୍ତ ବଦଳି କରାଯାଉ। ଏଥିସହ ଡାକ୍ତରଖାନାରେ ଔଷଧ ଅଭାବ, ରକ୍ତ ସଂରକ୍ଷଣ ବ୍ୟବସ୍ଥା ନଥିବା ଓ ସଫେଇ ଅଭାବ ଆଦି ସମସ୍ୟା ଉଠାଯାଇଛି। ଦାବି ପୂରଣ ନହେଲେ ଆନ୍ଦୋଳନ କରାଯିବ। ଉପଖଣ୍ଡ ଅଧିକାରୀ ଦାବିକୁ ଗ୍ରହଣ କରି ଆବଶ୍ୟକ କାର୍ଯ୍ୟାନୁଷ୍ଠାନ ନେବେ ବୋଲି ପ୍ରତିଶ୍ରୁତି ଦେଇଛନ୍ତି। ଏହି ଅବସରରେ ଅନେକ କଂଗ୍ରେସ କର୍ମୀ ଉପସ୍ଥିତ ଥିଲେ। ପ୍ରଦେଶ କଂଗ୍ରେସ ସମ୍ପାଦକ ମଧ୍ୟ ଯୋଗ ଦେଇଥିଲେ। ଲୋକଙ୍କ ସମସ୍ୟା ସମାଧାନ ନହେଲେ ଲଗାତାର ଆନ୍ଦୋଳନ ଜାରି ରହିବ ବୋଲି କଂଗ୍ରେସ ପକ୍ଷରୁ ଚେତାବନୀ ଦିଆଯାଇଛି। ଶେଷରେ ଧନ୍ୟବାଦ ଦିଆଯାଇଥିଲା। — [245, 1296, 855, 1426]
ad-pushpa-clinic — [6, 1842, 750, 2316]
pushpa-phones — [473, 2078, 683, 2156]
congress-photo — [245, 1100, 637, 1262]
brief-divider — [8, 718, 230, 719]
piles-dr1: DR. R. PRASAD — [197, 1649, 299, 1663]
piles-doctors — [193, 1647, 358, 1728]
brief-section-label — [8, 130, 198, 160]
crop-divider — [862, 712, 863, 1582]
cyan-dot-3 — [1213, 2321, 1223, 2331]
pushpa-timing: ପରାମର୍ଶ ସମୟ:ସକାଳ ୯ଟାରୁ ରାତ୍ର ୮ଟା (ସବୁଦିନ ଖୋଲା) — [8, 2270, 744, 2310]
tahasildar-headline-1: କ୍ଷତିପୂରଣ ଦାବିରେ — [760, 1853, 1194, 1926]
thagamali-credit: ଓଡ଼ିଆ ଭାଷାକୋଷ ଓ ଲୋକଗୀତ ପ୍ରେରଣା ପ୍ରବନ୍ଧରୁ — [1257, 668, 1486, 681]
srujan-body — [1092, 960, 1495, 1360]
congress-dateline: ଭଞ୍ଜନଗର, ୨୦।୧୧ (ଡି.ଏନ୍.ଏ.)- — [245, 1296, 441, 1310]
pushpa-no-list — [28, 1956, 228, 2148]
yellow-dot-1 — [293, 2321, 303, 2331]
masthead — [0, 0, 1500, 100]
upper-bottom-rule — [240, 1590, 1085, 1591]
